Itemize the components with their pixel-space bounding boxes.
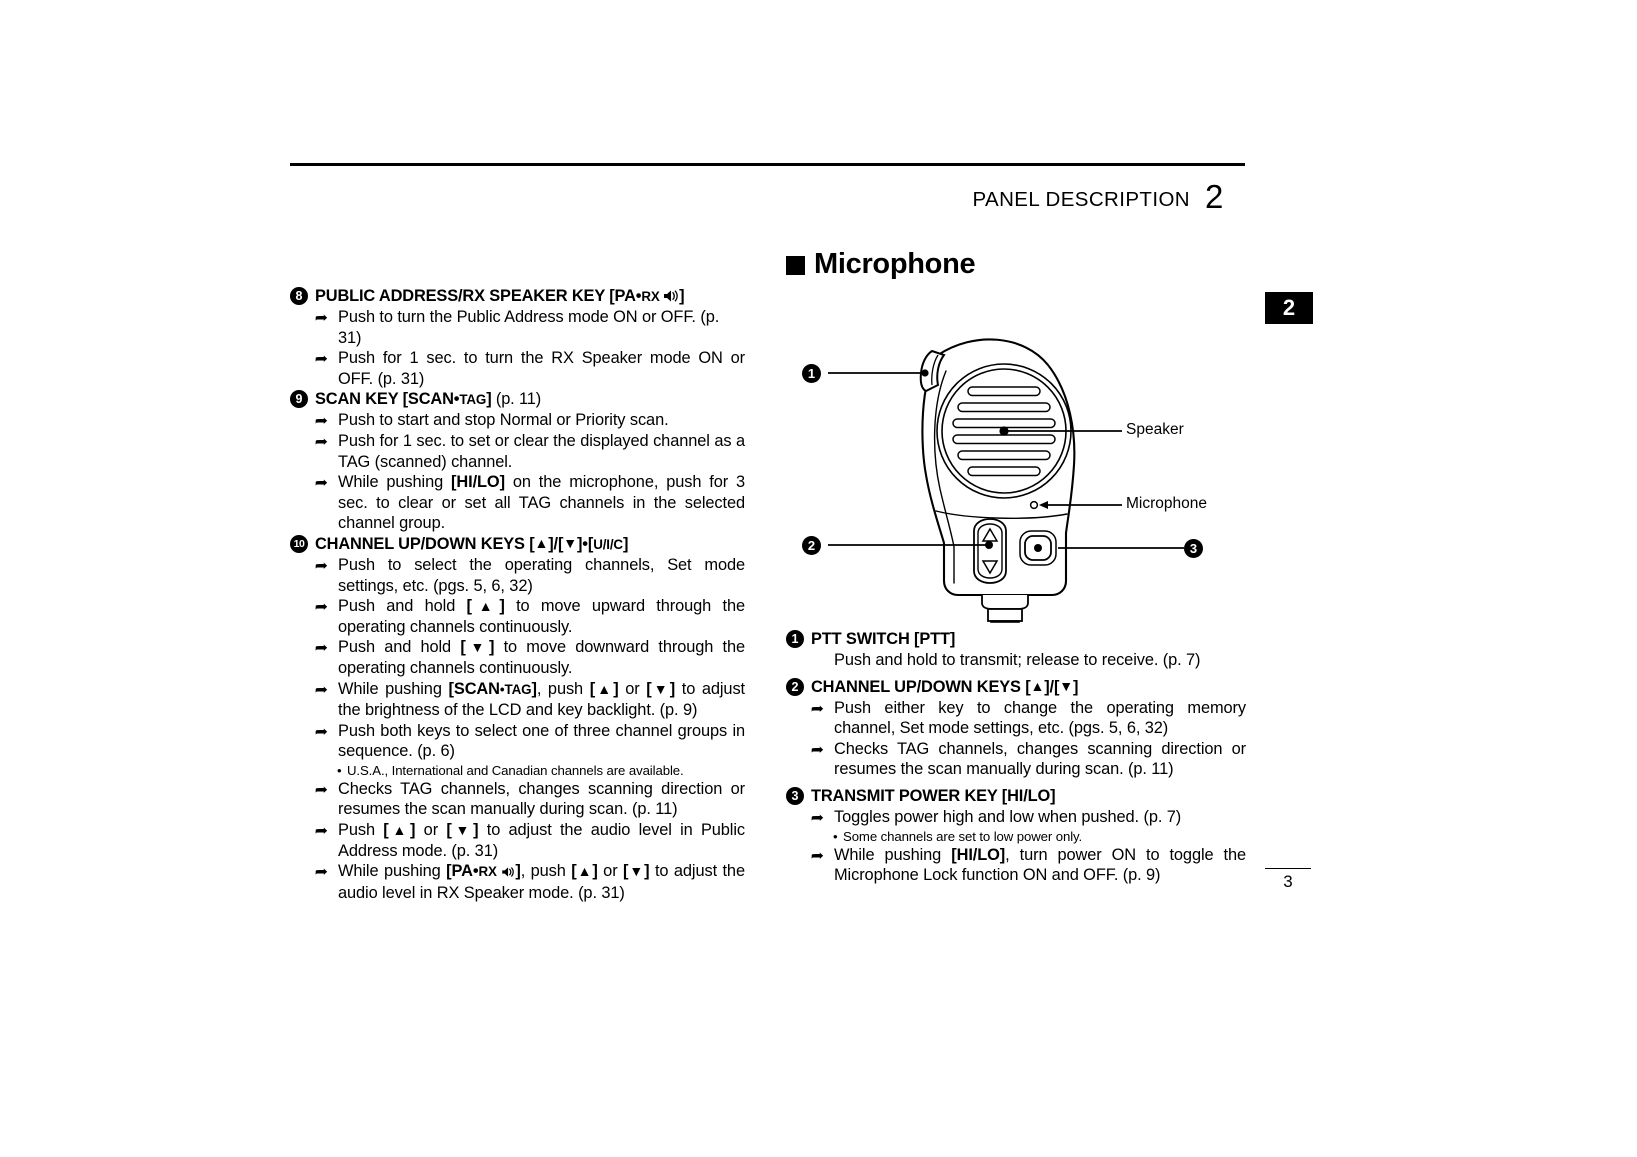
chapter-side-tab: 2 [1265, 292, 1313, 324]
entry-title-text: SCAN KEY [SCAN [315, 390, 454, 409]
entry-title-small: U/I/C [593, 536, 623, 552]
entry-number-9: 9 [290, 390, 308, 408]
list-item: ➥ While pushing [PA•RX ], push [▲] or [▼] to adjust the audio level in RX Speaker mode. (p. 31) [315, 861, 745, 903]
section-heading-microphone [786, 250, 1246, 279]
list-item: ➥ Push for 1 sec. to turn the RX Speaker mode ON or OFF. (p. 31) [315, 348, 745, 389]
entry-public-address-rx-speaker-key [290, 286, 745, 389]
entry-title-small: TAG [459, 392, 487, 408]
entry-number-2: 2 [786, 678, 804, 696]
entry-channel-up-down-keys [290, 534, 745, 904]
list-item: ➥ Checks TAG channels, changes scanning direction or resumes the scan manually during scan. (p. 11) [811, 739, 1246, 780]
triangle-down-icon: ▼ [1059, 678, 1073, 695]
bullet-list [811, 807, 1246, 828]
list-item: ➥ Push to select the operating channels, Set mode settings, etc. (pgs. 5, 6, 32) [315, 555, 745, 596]
microphone-svg [786, 293, 1246, 623]
entry-ptt-switch [786, 629, 1246, 671]
dot-separator: ]•[ [576, 534, 594, 553]
entry-title-small: RX [641, 289, 660, 304]
sub-note: • Some channels are set to low power only. [811, 828, 1246, 845]
entry-title-text: CHANNEL UP/DOWN KEYS [ [315, 534, 535, 553]
entry-title-text: PUBLIC ADDRESS/RX SPEAKER KEY [PA [315, 287, 636, 305]
speaker-wave-icon [664, 287, 679, 305]
speaker-wave-icon [502, 862, 515, 880]
footer-rule [1265, 868, 1311, 869]
right-column [786, 250, 1246, 886]
entry-number-10: 10 [290, 535, 308, 553]
bullet-list [811, 698, 1246, 780]
list-item: ➥ Push and hold [▼] to move downward through the operating channels continuously. [315, 637, 745, 678]
list-item: ➥ Push either key to change the operating memory channel, Set mode settings, etc. (pgs. 5, 6, 32) [811, 698, 1246, 739]
callout-1: 1 [802, 364, 821, 383]
page-number: 3 [1283, 872, 1293, 891]
entry-channel-up-down-keys-mic [786, 677, 1246, 780]
triangle-up-icon: ▲ [534, 535, 549, 552]
list-item: ➥ Push to start and stop Normal or Priority scan. [315, 410, 745, 431]
entry-title-mid: ]/[ [548, 534, 564, 553]
header-rule [290, 163, 1245, 166]
callout-2: 2 [802, 536, 821, 555]
section-heading-label: Microphone [814, 248, 976, 280]
sub-note: • U.S.A., International and Canadian channels are available. [315, 762, 745, 779]
list-item: ➥ Push to turn the Public Address mode ON or OFF. (p. 31) [315, 307, 745, 348]
bullet-list [315, 555, 745, 762]
bullet-list-continued [811, 845, 1246, 886]
entry-description: Push and hold to transmit; release to receive. (p. 7) [834, 651, 1201, 669]
entry-title-mid: ]/[ [1044, 677, 1060, 696]
dot-separator: • [635, 287, 642, 305]
list-item: ➥ Push for 1 sec. to set or clear the displayed channel as a TAG (scanned) channel. [315, 431, 745, 472]
entry-title-close: ] [1072, 677, 1079, 696]
entry-title [315, 534, 745, 555]
entry-title-close: ] [622, 534, 629, 553]
triangle-down-icon: ▼ [563, 535, 577, 552]
figure-label-microphone: Microphone [1126, 495, 1207, 512]
list-item: ➥ Toggles power high and low when pushed. (p. 7) [811, 807, 1246, 828]
entry-title [315, 286, 745, 307]
entry-title-text: CHANNEL UP/DOWN KEYS [ [811, 677, 1031, 696]
bullet-list [315, 307, 745, 389]
left-column [290, 286, 745, 903]
list-item: ➥ Checks TAG channels, changes scanning direction or resumes the scan manually during scan. (p. 11) [315, 779, 745, 820]
entry-number-1: 1 [786, 630, 804, 648]
list-item: ➥ Push and hold [▲] to move upward through the operating channels continuously. [315, 596, 745, 637]
triangle-up-icon: ▲ [1030, 678, 1045, 695]
list-item: ➥ While pushing [HI/LO], turn power ON to toggle the Microphone Lock function ON and OFF. (p. 9) [811, 845, 1246, 886]
list-item: ➥ Push both keys to select one of three channel groups in sequence. (p. 6) [315, 721, 745, 762]
list-item: ➥ While pushing [SCAN•TAG], push [▲] or [▼] to adjust the brightness of the LCD and key backlight. (p. 9) [315, 679, 745, 721]
entry-number-3: 3 [786, 787, 804, 805]
list-item: ➥ Push [▲] or [▼] to adjust the audio level in Public Address mode. (p. 31) [315, 820, 745, 861]
square-bullet-icon [786, 256, 805, 275]
entry-title: PTT SWITCH [PTT] [811, 630, 956, 648]
entry-number-8: 8 [290, 287, 308, 305]
entry-title: TRANSMIT POWER KEY [HI/LO] [811, 786, 1056, 805]
page-title: PANEL DESCRIPTION [972, 188, 1190, 211]
entry-title-close: ] [679, 287, 685, 305]
entry-title-close: ] [486, 390, 492, 409]
bullet-list-continued [315, 779, 745, 904]
bullet-list [315, 410, 745, 534]
entry-title [315, 389, 745, 410]
callout-3: 3 [1184, 539, 1203, 558]
dot-separator: • [453, 390, 460, 409]
entry-transmit-power-key [786, 786, 1246, 886]
entry-title-page-ref: (p. 11) [491, 390, 542, 409]
microphone-illustration [786, 293, 1246, 623]
entry-title [811, 677, 1246, 698]
chapter-number: 2 [1205, 178, 1224, 215]
list-item: ➥ While pushing [HI/LO] on the microphone, push for 3 sec. to clear or set all TAG channels in the selected channel group. [315, 472, 745, 534]
figure-label-speaker: Speaker [1126, 421, 1184, 438]
entry-scan-key [290, 389, 745, 534]
